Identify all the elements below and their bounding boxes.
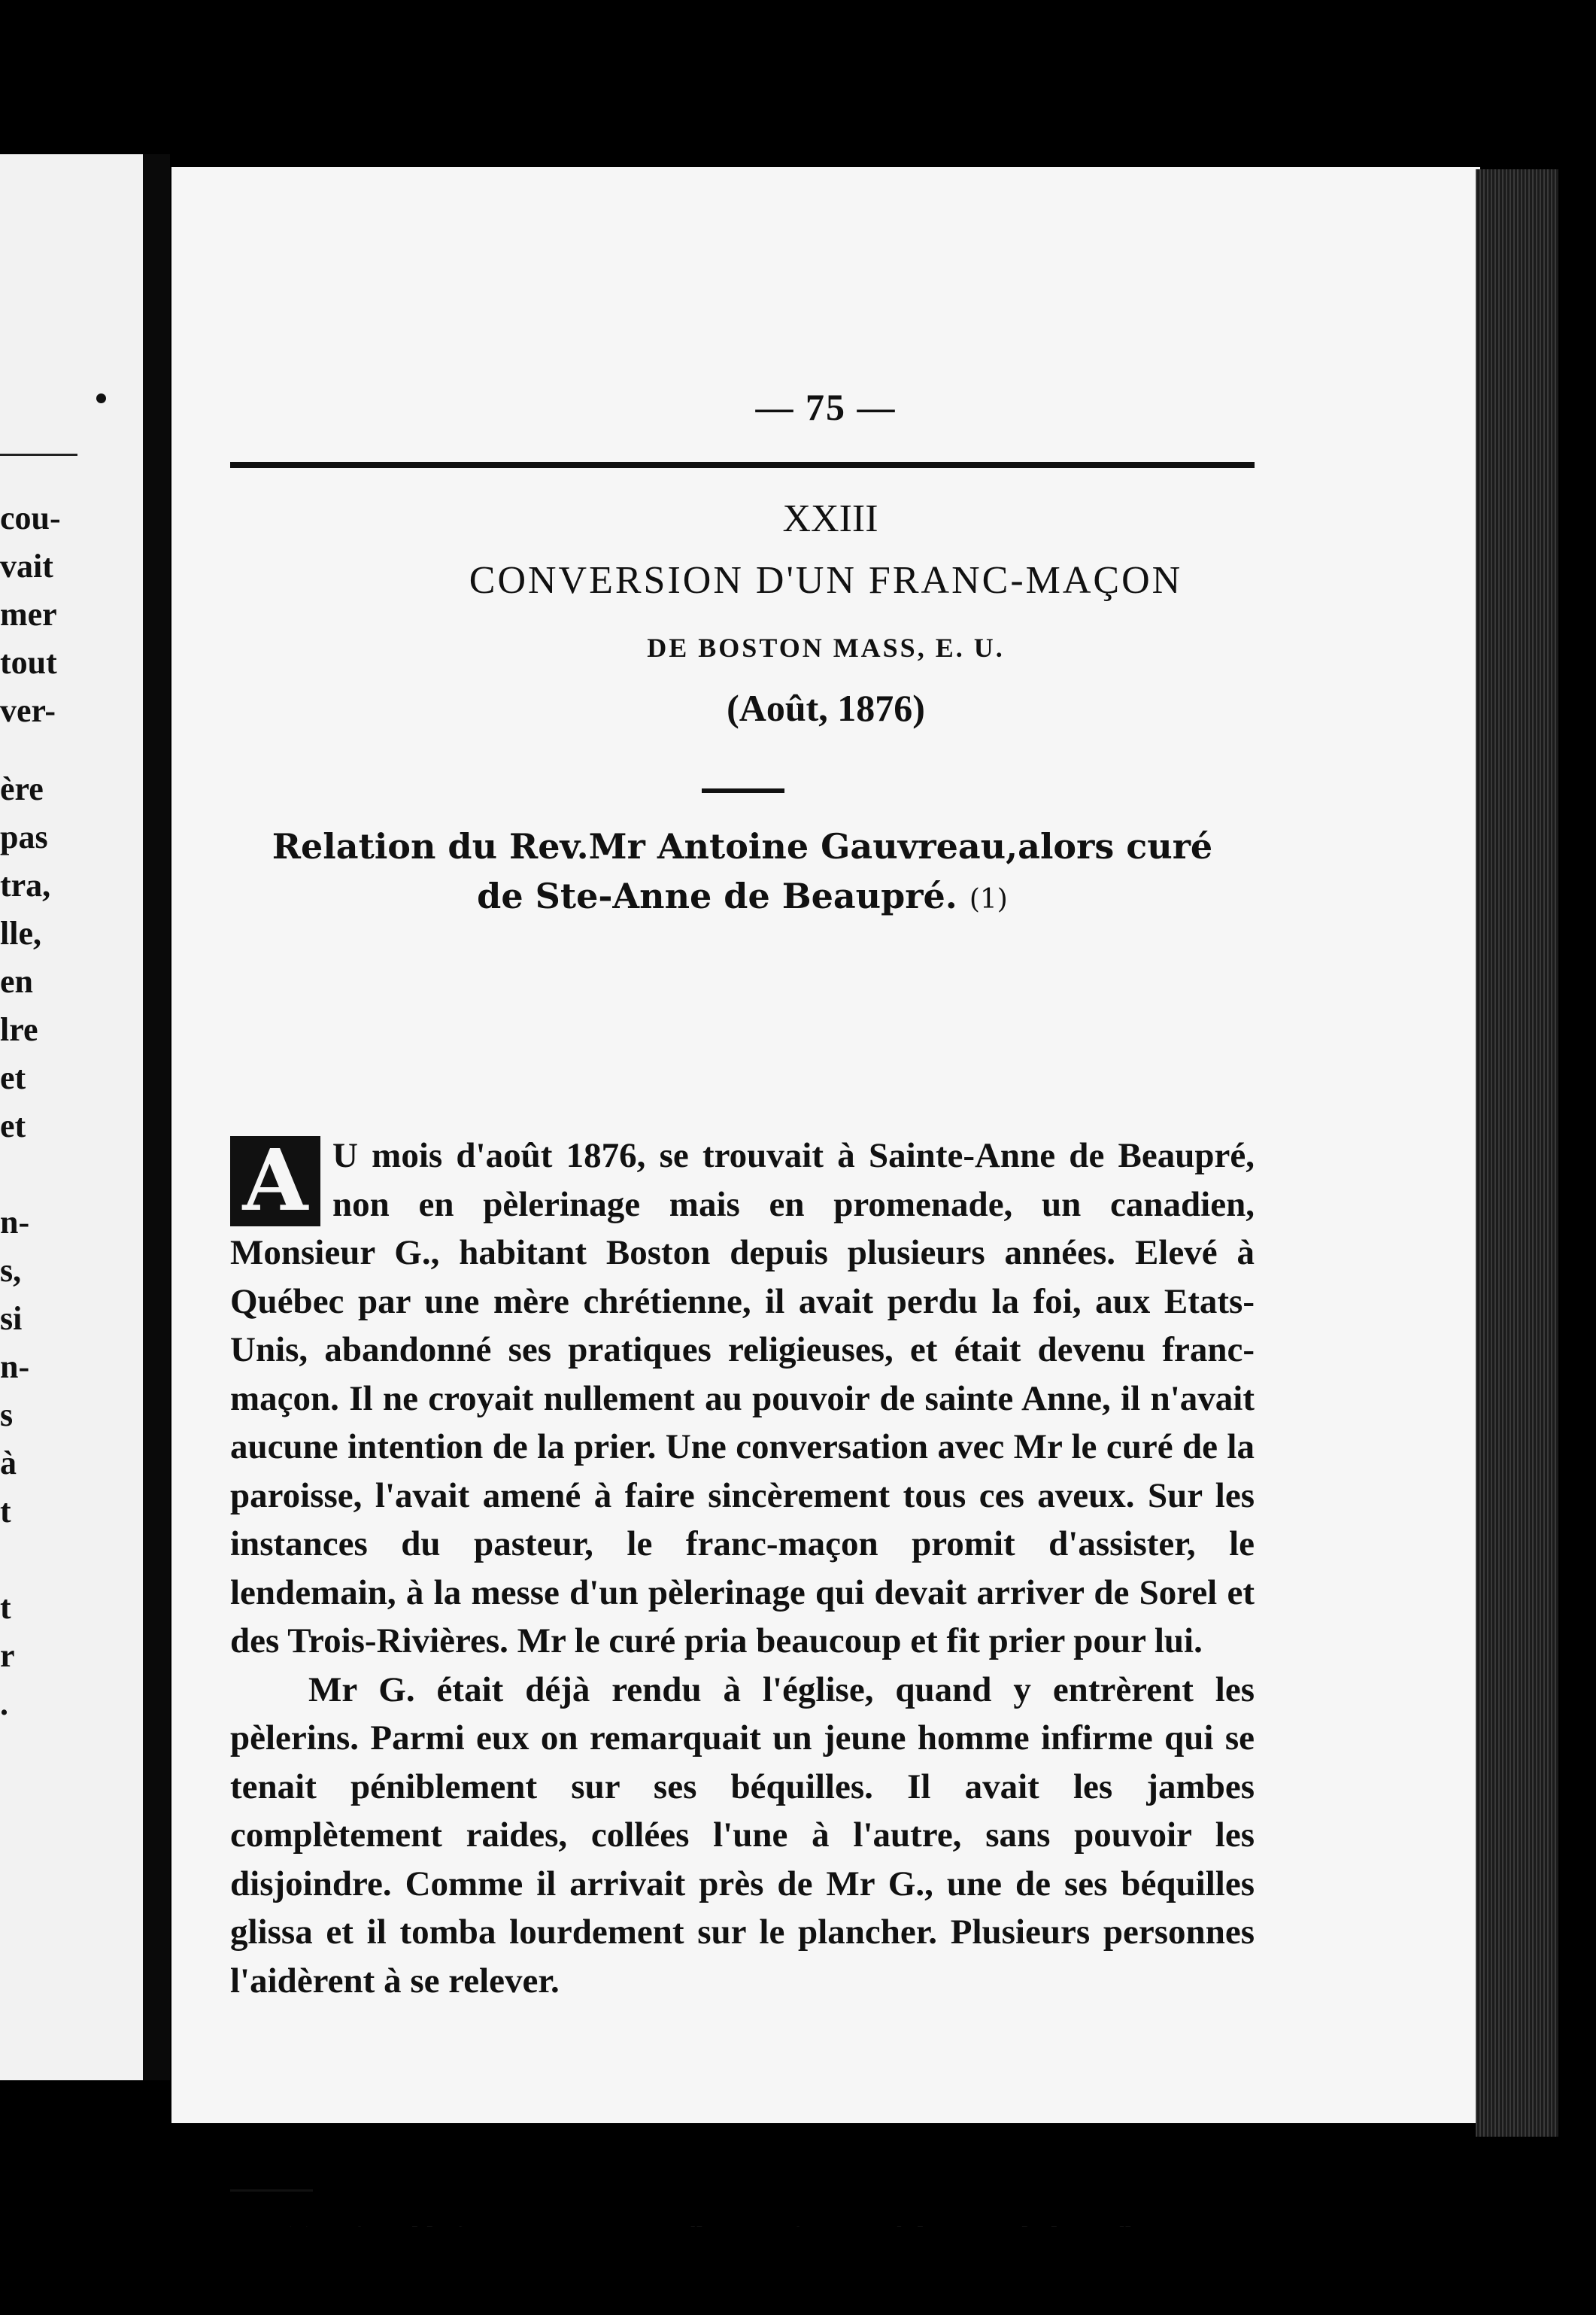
facing-line-fragment: t bbox=[0, 1589, 11, 1626]
book-gutter bbox=[143, 154, 170, 2080]
relation-line-2 bbox=[230, 871, 1255, 925]
facing-line-fragment: t bbox=[0, 1493, 11, 1530]
chapter-date: (Août, 1876) bbox=[727, 687, 925, 729]
facing-line-fragment: lle, bbox=[0, 915, 41, 952]
facing-line-fragment: si bbox=[0, 1300, 23, 1337]
facing-line-fragment: pas bbox=[0, 819, 48, 855]
page-block-edge bbox=[1476, 169, 1558, 2137]
chapter-title: CONVERSION D'UN FRANC-MAÇON bbox=[469, 559, 1183, 602]
paragraph-1 bbox=[230, 1132, 1255, 1666]
section-rule bbox=[702, 788, 784, 793]
scan-top-border bbox=[0, 0, 1596, 154]
facing-line-fragment: ver- bbox=[0, 692, 56, 729]
book-page bbox=[171, 167, 1480, 2123]
footnote-reference: (1) bbox=[969, 884, 1008, 915]
facing-page-fragment bbox=[0, 154, 143, 2080]
facing-line-fragment: en bbox=[0, 963, 33, 1000]
facing-line-fragment: n- bbox=[0, 1204, 30, 1241]
facing-line-fragment: tout bbox=[0, 644, 57, 681]
page-number: — 75 — bbox=[755, 386, 897, 428]
facing-line-fragment: ère bbox=[0, 770, 44, 807]
facing-line-fragment: vait bbox=[0, 548, 53, 585]
relation-line-2-text: de Ste-Anne de Beaupré. bbox=[477, 876, 957, 916]
header-rule bbox=[230, 462, 1255, 468]
body-text bbox=[230, 1132, 1255, 2005]
facing-line-fragment: cou- bbox=[0, 500, 61, 536]
facing-line-fragment: tra, bbox=[0, 867, 51, 904]
relation-heading bbox=[230, 822, 1255, 925]
chapter-number: XXIII bbox=[782, 497, 878, 540]
relation-line-1: Relation du Rev.Mr Antoine Gauvreau,alors curé bbox=[272, 826, 1213, 867]
facing-line-fragment: s bbox=[0, 1396, 14, 1433]
facing-line-fragment: r bbox=[0, 1637, 15, 1674]
scan-bottom-border bbox=[0, 2227, 1596, 2315]
chapter-subtitle: DE BOSTON MASS, E. U. bbox=[647, 633, 1005, 663]
facing-line-fragment: . bbox=[0, 1685, 8, 1722]
facing-line-fragment: et bbox=[0, 1107, 26, 1144]
paragraph-2: Mr G. était déjà rendu à l'église, quand y entrèrent les pèlerins. Parmi eux on remarquait un jeune homme infirme qui se tenait péniblement sur ses béquilles. Il avait les jambes complètement raides, collées l'une à l'autre, sans pouvoir les disjoindre. Comme il arrivait près de Mr G., une de ses béquilles glissa et il tomba lourdement sur le plancher. Plusieurs personnes l'aidèrent à se relever. bbox=[230, 1669, 1255, 2001]
facing-line-fragment: lre bbox=[0, 1011, 38, 1048]
margin-dot bbox=[96, 393, 106, 403]
facing-line-fragment: et bbox=[0, 1059, 26, 1096]
drop-cap: A bbox=[230, 1136, 320, 1226]
facing-line-fragment: mer bbox=[0, 596, 57, 633]
footnote-rule bbox=[230, 2189, 313, 2192]
facing-line-fragment: n- bbox=[0, 1348, 30, 1385]
paragraph-1-text: U mois d'août 1876, se trouvait à Sainte-Anne de Beaupré, non en pèlerinage mais en promenade, un canadien, Monsieur G., habitant Boston depuis plusieurs années. Elevé à Québec par une mère chrétienne, il avait perdu la foi, aux Etats-Unis, abandonné ses pratiques religieuses, et était devenu franc-maçon. Il ne croyait nullement au pouvoir de sainte Anne, il n'avait aucune intention de la prier. Une conversation avec Mr le curé de la paroisse, l'avait amené à faire sincèrement tous ces aveux. Sur les instances du pasteur, le franc-maçon promit d'assister, le lendemain, à la messe d'un pèlerinage qui devait arriver de Sorel et des Trois-Rivières. Mr le curé pria beaucoup et fit prier pour lui. bbox=[230, 1136, 1255, 1660]
facing-line-fragment: s, bbox=[0, 1252, 22, 1289]
facing-page-rule bbox=[0, 454, 77, 456]
facing-line-fragment: à bbox=[0, 1445, 17, 1481]
